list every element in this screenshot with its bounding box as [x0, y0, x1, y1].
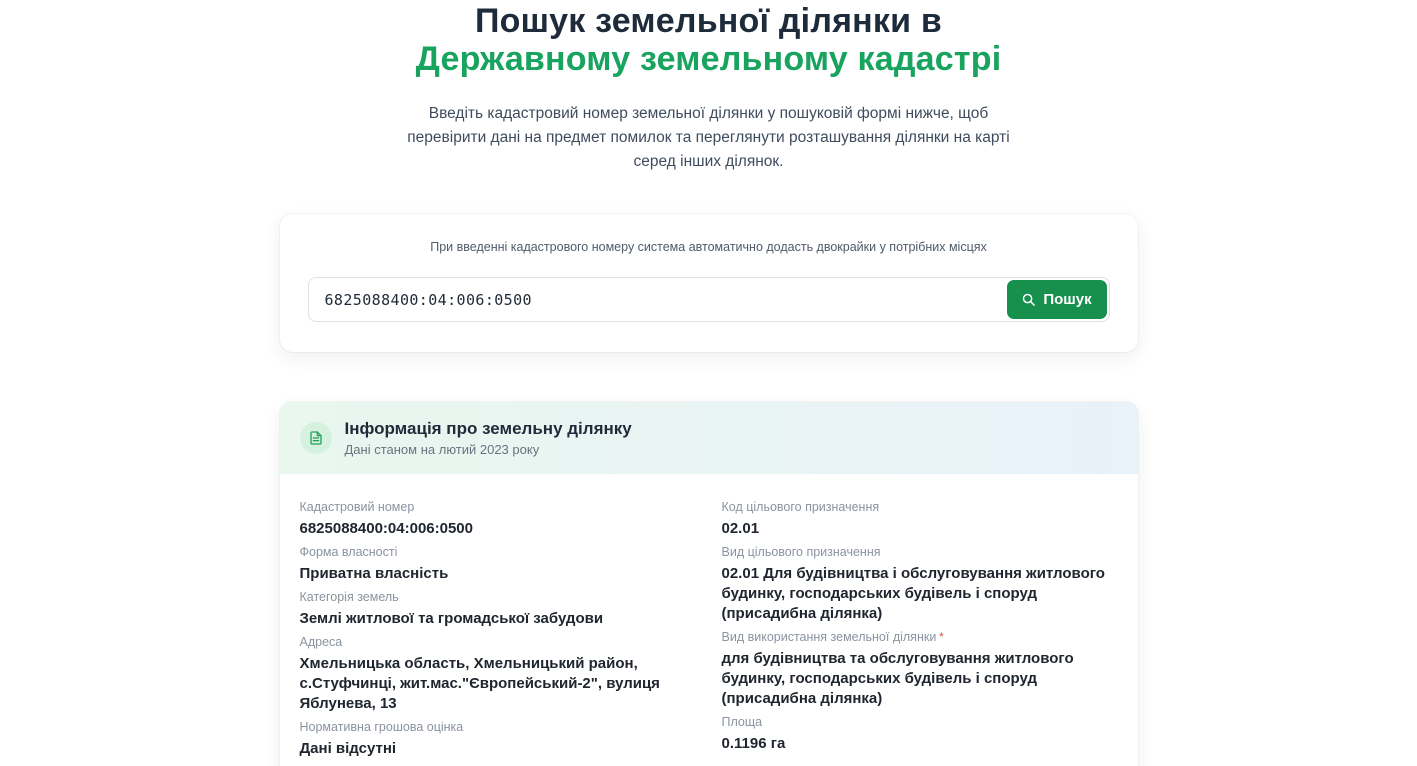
field-label: Код цільового призначення — [721, 500, 880, 514]
field-label-text: Вид використання земельної ділянки — [721, 630, 937, 644]
parcel-info-left-column — [300, 500, 696, 765]
field-value: для будівництва та обслуговування житлового будинку, господарських будівель і споруд (присадибна ділянка) — [721, 650, 1074, 707]
field-value: Землі житлової та громадської забудови — [299, 610, 604, 627]
field-land-use-type — [722, 630, 1118, 709]
field-value: Хмельницька область, Хмельницький район, с.Стуфчинці, жит.мас."Європейський-2", вулиця Яблунева, 13 — [299, 655, 660, 712]
field-value: 0.1196 га — [721, 735, 786, 752]
search-button[interactable] — [1007, 280, 1107, 319]
document-icon — [308, 430, 324, 446]
search-input-group — [308, 277, 1110, 322]
field-label: Форма власності — [299, 545, 398, 559]
search-card — [280, 214, 1138, 352]
page-title-line1: Пошук земельної ділянки в — [475, 2, 942, 40]
search-hint: При введенні кадастрового номеру система автоматично додасть двокрайки у потрібних місцях — [430, 240, 987, 254]
field-area — [722, 715, 1118, 754]
field-value: Приватна власність — [299, 565, 449, 582]
cadastral-number-input[interactable] — [308, 277, 1110, 322]
field-purpose-code — [722, 500, 1118, 539]
required-asterisk: * — [939, 631, 944, 643]
page-subtitle: Введіть кадастровий номер земельної ділянки у пошуковій формі нижче, щоб перевірити дані на предмет помилок та переглянути розташування ділянки на карті серед інших ділянок. — [407, 105, 1010, 170]
document-icon-circle — [300, 422, 332, 454]
field-normative-valuation — [300, 720, 696, 759]
field-label — [722, 630, 1118, 645]
field-label: Площа — [721, 715, 763, 729]
field-land-category — [300, 590, 696, 629]
parcel-info-title: Інформація про земельну ділянку — [344, 419, 632, 438]
field-label: Адреса — [299, 635, 343, 649]
field-value: 6825088400:04:006:0500 — [299, 520, 473, 537]
parcel-info-header-text — [345, 419, 632, 457]
parcel-info-body — [280, 474, 1138, 765]
field-cadastral-number — [300, 500, 696, 539]
page-title-line2: Державному земельному кадастрі — [415, 40, 1002, 78]
search-icon — [1021, 292, 1036, 307]
field-label: Вид цільового призначення — [721, 545, 881, 559]
field-value: 02.01 Для будівництва і обслуговування житлового будинку, господарських будівель і споруд (присадибна ділянка) — [721, 565, 1105, 622]
field-value: Дані відсутні — [299, 740, 397, 757]
field-label: Нормативна грошова оцінка — [299, 720, 464, 734]
parcel-info-right-column — [722, 500, 1118, 765]
field-label: Категорія земель — [299, 590, 399, 604]
parcel-info-header — [280, 402, 1138, 474]
field-value: 02.01 — [721, 520, 760, 537]
field-address — [300, 635, 696, 714]
field-ownership-form — [300, 545, 696, 584]
field-purpose-type — [722, 545, 1118, 624]
field-label: Кадастровий номер — [299, 500, 415, 514]
parcel-info-subtitle: Дані станом на лютий 2023 року — [344, 442, 540, 457]
search-button-label: Пошук — [1043, 291, 1092, 308]
page-title — [0, 2, 1417, 78]
parcel-info-card — [280, 402, 1138, 766]
hero-section — [0, 0, 1417, 174]
